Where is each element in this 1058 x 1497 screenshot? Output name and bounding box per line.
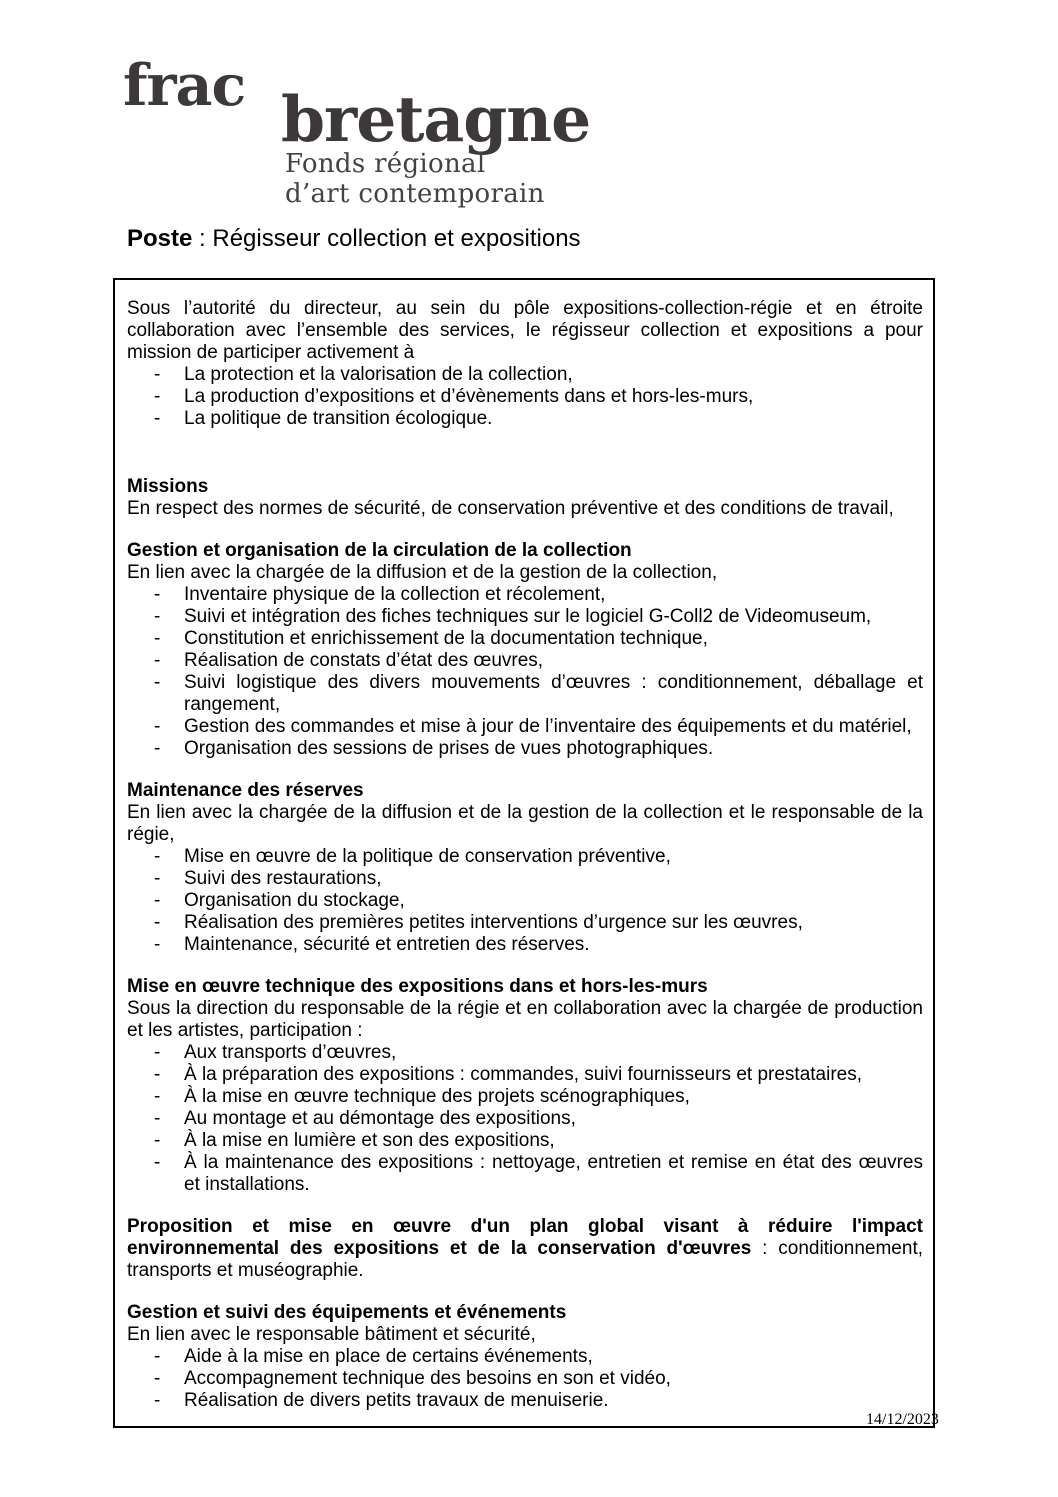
job-description-box bbox=[113, 278, 935, 1428]
list-item: - La politique de transition écologique. bbox=[184, 408, 923, 430]
page-title-value: : Régisseur collection et expositions bbox=[192, 225, 581, 252]
section-reserves bbox=[127, 780, 923, 956]
section-intro: En lien avec la chargée de la diffusion et de la gestion de la collection, bbox=[127, 562, 718, 583]
section-heading: Gestion et organisation de la circulation de la collection bbox=[127, 540, 632, 561]
logo-subtitle bbox=[285, 149, 545, 209]
list-item: - Suivi des restaurations, bbox=[184, 868, 923, 890]
section-bullet-list bbox=[127, 1042, 923, 1196]
list-item: - Réalisation de constats d’état des œuvres, bbox=[184, 650, 923, 672]
section-equipements bbox=[127, 1302, 923, 1412]
list-item: - La production d’expositions et d’évènements dans et hors-les-murs, bbox=[184, 386, 923, 408]
section-bullet-list bbox=[127, 1346, 923, 1412]
intro-bullet-list bbox=[127, 364, 923, 430]
list-item: - À la maintenance des expositions : nettoyage, entretien et remise en état des œuvres et installations. bbox=[184, 1152, 923, 1196]
list-item: - Maintenance, sécurité et entretien des réserves. bbox=[184, 934, 923, 956]
section-intro: En respect des normes de sécurité, de conservation préventive et des conditions de travail, bbox=[127, 498, 894, 519]
list-item: - Mise en œuvre de la politique de conservation préventive, bbox=[184, 846, 923, 868]
logo-word-bretagne: bretagne bbox=[281, 82, 591, 156]
list-item: - Gestion des commandes et mise à jour de l’inventaire des équipements et du matériel, bbox=[184, 716, 923, 738]
intro-paragraph: Sous l’autorité du directeur, au sein du pôle expositions-collection-régie et en étroite collaboration avec l’ensemble des services, le régisseur collection et expositions a pour mission de participer activement à bbox=[127, 298, 923, 363]
page-title-label: Poste bbox=[127, 225, 193, 252]
list-item: - Accompagnement technique des besoins en son et vidéo, bbox=[184, 1368, 923, 1390]
section-bullet-list bbox=[127, 584, 923, 760]
section-intro: En lien avec la chargée de la diffusion et de la gestion de la collection et le responsable de la régie, bbox=[127, 802, 923, 845]
logo-subtitle-line2: d’art contemporain bbox=[285, 179, 545, 209]
footer-date: 14/12/2023 bbox=[866, 1411, 939, 1428]
section-heading: Maintenance des réserves bbox=[127, 780, 364, 801]
list-item: - À la préparation des expositions : commandes, suivi fournisseurs et prestataires, bbox=[184, 1064, 923, 1086]
proposition-text: : conditionnement, transports et muséographie. bbox=[127, 1238, 924, 1281]
section-intro: Sous la direction du responsable de la régie et en collaboration avec la chargée de production et les artistes, participation : bbox=[127, 998, 923, 1041]
list-item: - Organisation du stockage, bbox=[184, 890, 923, 912]
list-item: - Réalisation des premières petites interventions d’urgence sur les œuvres, bbox=[184, 912, 923, 934]
section-heading: Missions bbox=[127, 476, 209, 497]
list-item: - Constitution et enrichissement de la documentation technique, bbox=[184, 628, 923, 650]
section-proposition bbox=[127, 1216, 923, 1282]
logo-word-frac: frac bbox=[123, 52, 246, 119]
section-intro: En lien avec le responsable bâtiment et sécurité, bbox=[127, 1324, 536, 1345]
proposition-paragraph bbox=[127, 1216, 923, 1282]
list-item: - Aide à la mise en place de certains événements, bbox=[184, 1346, 923, 1368]
section-bullet-list bbox=[127, 846, 923, 956]
list-item: - Organisation des sessions de prises de vues photographiques. bbox=[184, 738, 923, 760]
section-heading: Mise en œuvre technique des expositions dans et hors-les-murs bbox=[127, 976, 708, 997]
section-missions bbox=[127, 476, 923, 520]
proposition-heading: Proposition et mise en œuvre d'un plan global visant à réduire l'impact environnemental des expositions et de la conservation d'œuvres bbox=[127, 1216, 923, 1259]
section-heading: Gestion et suivi des équipements et événements bbox=[127, 1302, 567, 1323]
section-circulation bbox=[127, 540, 923, 760]
section-technique bbox=[127, 976, 923, 1196]
list-item: - Au montage et au démontage des expositions, bbox=[184, 1108, 923, 1130]
list-item: - Suivi logistique des divers mouvements d’œuvres : conditionnement, déballage et rangement, bbox=[184, 672, 923, 716]
logo-subtitle-line1: Fonds régional bbox=[285, 149, 486, 179]
list-item: - Aux transports d’œuvres, bbox=[184, 1042, 923, 1064]
list-item: - La protection et la valorisation de la collection, bbox=[184, 364, 923, 386]
list-item: - À la mise en lumière et son des expositions, bbox=[184, 1130, 923, 1152]
page-title bbox=[127, 224, 581, 254]
list-item: - À la mise en œuvre technique des projets scénographiques, bbox=[184, 1086, 923, 1108]
list-item: - Suivi et intégration des fiches techniques sur le logiciel G-Coll2 de Videomuseum, bbox=[184, 606, 923, 628]
list-item: - Inventaire physique de la collection et récolement, bbox=[184, 584, 923, 606]
list-item: - Réalisation de divers petits travaux de menuiserie. bbox=[184, 1390, 923, 1412]
